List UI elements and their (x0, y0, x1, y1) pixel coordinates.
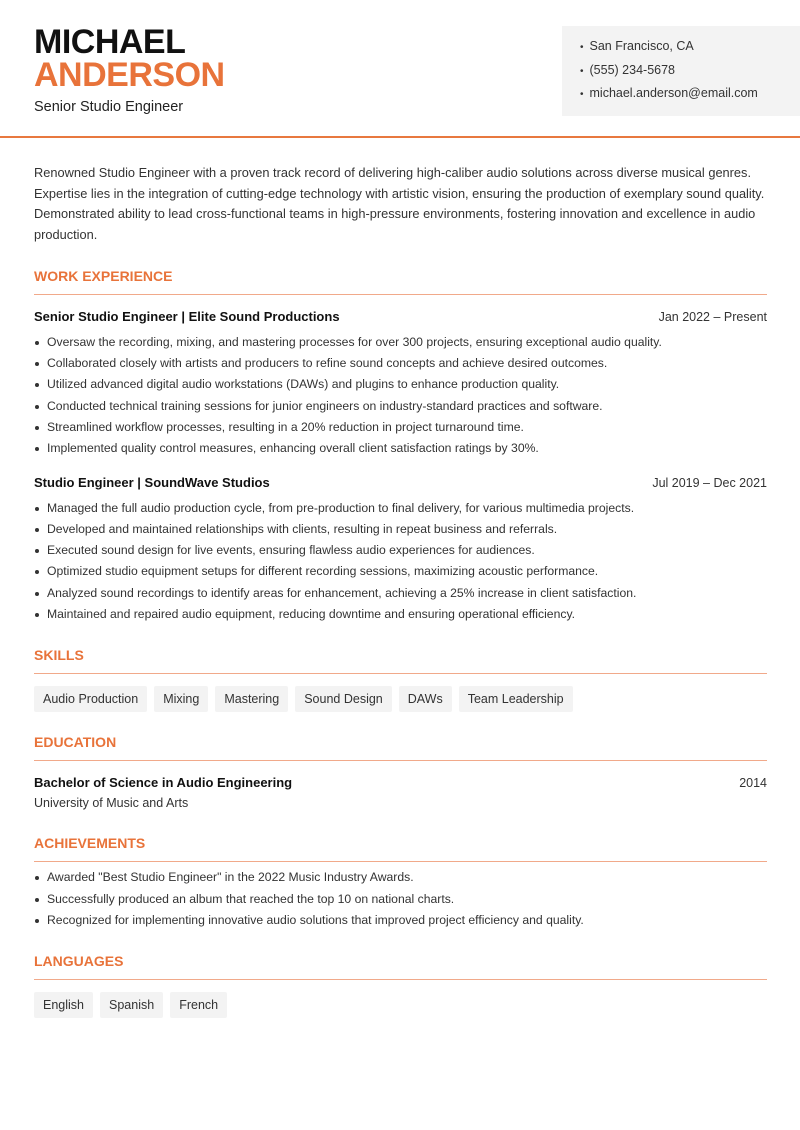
job-title: Senior Studio Engineer | Elite Sound Productions (34, 308, 340, 324)
language-tag: English (34, 992, 93, 1018)
contact-email[interactable]: • michael.anderson@email.com (580, 85, 800, 109)
skills-list (34, 686, 767, 712)
section-heading-skills: SKILLS (34, 646, 767, 674)
list-item: Developed and maintained relationships with clients, resulting in repeat business and referrals. (34, 519, 767, 540)
list-item: Managed the full audio production cycle, from pre-production to final delivery, for various multimedia projects. (34, 498, 767, 519)
job-title: Studio Engineer | SoundWave Studios (34, 474, 270, 490)
job-title: Senior Studio Engineer (34, 99, 184, 115)
list-item: Analyzed sound recordings to identify areas for enhancement, achieving a 25% increase in client satisfaction. (34, 583, 767, 604)
job-bullets (34, 498, 767, 626)
language-tag: French (170, 992, 227, 1018)
job-header (34, 473, 767, 493)
jobs-list (34, 307, 767, 626)
job-dates: Jan 2022 – Present (658, 309, 767, 324)
first-name: MICHAEL (34, 23, 186, 61)
education-entry (34, 773, 767, 793)
list-item: Maintained and repaired audio equipment, reducing downtime and ensuring operational efficiency. (34, 604, 767, 625)
section-heading-education: EDUCATION (34, 733, 767, 761)
list-item: Collaborated closely with artists and producers to refine sound concepts and achieve desired outcomes. (34, 353, 767, 374)
contact-location: • San Francisco, CA (580, 38, 800, 62)
language-tag: Spanish (100, 992, 163, 1018)
skill-tag: Team Leadership (459, 686, 573, 712)
resume-header (0, 0, 800, 138)
list-item: Streamlined workflow processes, resulting in a 20% reduction in project turnaround time. (34, 417, 767, 438)
skill-tag: Mastering (215, 686, 288, 712)
list-item: Recognized for implementing innovative audio solutions that improved project efficiency and quality. (34, 910, 767, 931)
degree: Bachelor of Science in Audio Engineering (34, 775, 293, 791)
summary: Renowned Studio Engineer with a proven track record of delivering high-caliber audio solutions across diverse musical genres. Expertise lies in the integration of cutting-edge technology with artistic vision, ensuring the production of exemplary sound quality. Demonstrated ability to lead cross-functional teams in high-pressure environments, fostering innovation and excellence in audio production. (34, 165, 765, 243)
languages-list (34, 992, 767, 1018)
skill-tag: Mixing (154, 686, 208, 712)
contact-box (562, 26, 800, 116)
list-item: Oversaw the recording, mixing, and mastering processes for over 300 projects, ensuring exceptional audio quality. (34, 332, 767, 353)
skill-tag: Audio Production (34, 686, 147, 712)
contact-phone: • (555) 234-5678 (580, 62, 800, 86)
last-name: ANDERSON (34, 56, 225, 94)
list-item: Awarded "Best Studio Engineer" in the 2022 Music Industry Awards. (34, 867, 767, 888)
job-header (34, 307, 767, 327)
list-item: Implemented quality control measures, enhancing overall client satisfaction ratings by 30%. (34, 438, 767, 459)
achievements-list (34, 867, 767, 931)
section-heading-achievements: ACHIEVEMENTS (34, 834, 767, 862)
list-item: Conducted technical training sessions for junior engineers on industry-standard practices and software. (34, 396, 767, 417)
skill-tag: DAWs (399, 686, 452, 712)
school: University of Music and Arts (34, 796, 189, 811)
job-dates: Jul 2019 – Dec 2021 (652, 475, 767, 490)
list-item: Optimized studio equipment setups for different recording sessions, maximizing acoustic performance. (34, 561, 767, 582)
skill-tag: Sound Design (295, 686, 392, 712)
list-item: Successfully produced an album that reached the top 10 on national charts. (34, 889, 767, 910)
list-item: Utilized advanced digital audio workstations (DAWs) and plugins to enhance production quality. (34, 374, 767, 395)
list-item: Executed sound design for live events, ensuring flawless audio experiences for audiences. (34, 540, 767, 561)
section-heading-languages: LANGUAGES (34, 952, 767, 980)
graduation-year: 2014 (739, 776, 767, 791)
job-bullets (34, 332, 767, 460)
section-heading-work: WORK EXPERIENCE (34, 267, 767, 295)
